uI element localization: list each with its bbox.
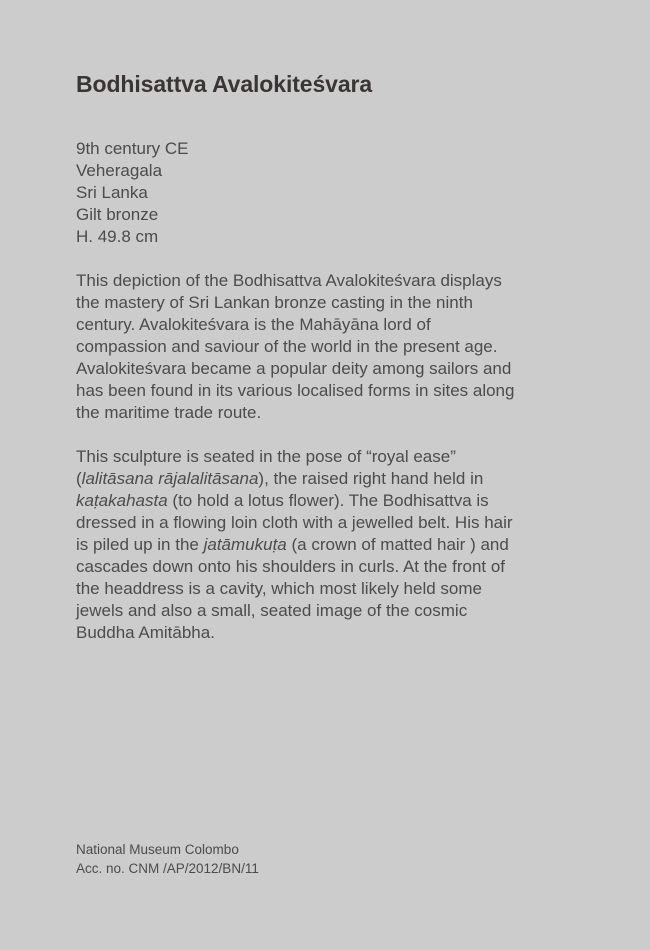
object-metadata-list: [76, 138, 376, 248]
page-title: Bodhisattva Avalokiteśvara: [76, 71, 373, 97]
description-paragraph-1: This depiction of the Bodhisattva Avalokiteśvara displays the mastery of Sri Lankan bronze casting in the ninth century. Avalokiteśvara is the Mahāyāna lord of compassion and saviour of the world in the present age. Avalokiteśvara became a popular deity among sailors and has been found in its various localised forms in sites along the maritime trade route.: [76, 271, 520, 422]
lending-institution: National Museum Colombo: [76, 842, 239, 857]
paragraph-2-text-2: ), the raised right hand held in: [258, 469, 489, 488]
credit-line-block: [76, 841, 416, 878]
term-katakahasta: kaṭakahasta: [76, 491, 168, 510]
description-paragraph-2: [76, 446, 518, 644]
paragraph-2-text-4: (a crown of matted hair ) and cascades down onto his shoulders in curls. At the front of the headdress is a cavity, which most likely held some jewels and also a small, seated image of the cosmic Buddha Amitābha.: [76, 535, 514, 642]
metadata-findspot: Veheragala: [76, 161, 163, 180]
paragraph-2-text-1: This sculpture is seated in the pose of “royal ease” (: [76, 447, 461, 488]
object-description: [76, 270, 518, 666]
term-lalitasana: lalitāsana rājalalitāsana: [81, 469, 259, 488]
paragraph-2-text-3: (to hold a lotus flower). The Bodhisattva is dressed in a flowing loin cloth with a jewelled belt. His hair is piled up in the: [76, 491, 518, 554]
metadata-date: 9th century CE: [76, 139, 189, 158]
museum-object-label: [76, 0, 520, 950]
accession-number: Acc. no. CNM /AP/2012/BN/11: [76, 860, 259, 876]
metadata-dimensions: H. 49.8 cm: [76, 227, 159, 246]
term-jatamukuta: jatāmukuṭa: [203, 535, 287, 554]
metadata-material: Gilt bronze: [76, 205, 159, 224]
metadata-country: Sri Lanka: [76, 183, 148, 202]
